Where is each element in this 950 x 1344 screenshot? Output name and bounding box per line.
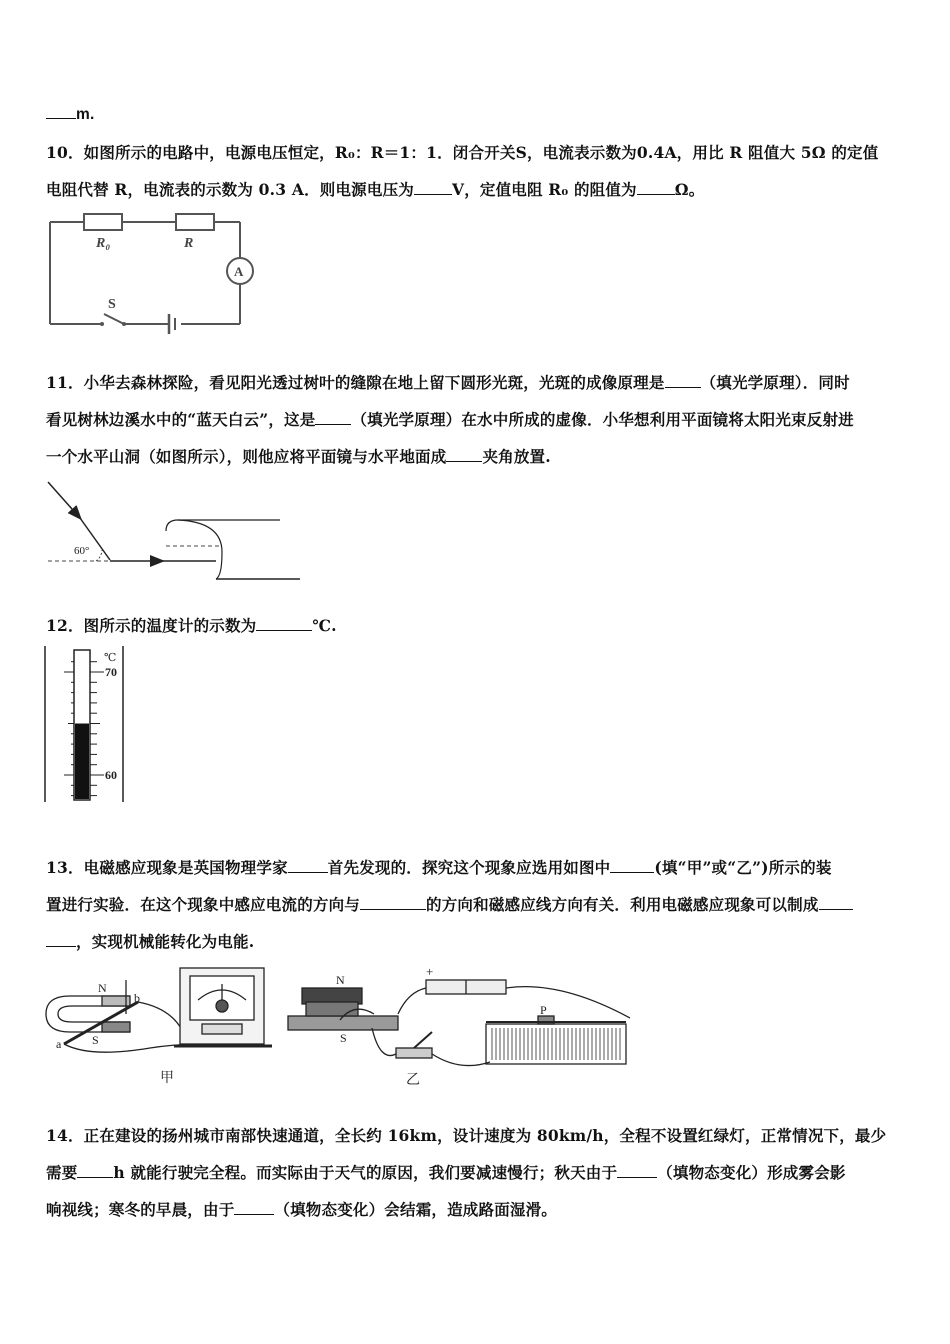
q11-mirror-diagram xyxy=(44,476,308,586)
answer-blank[interactable] xyxy=(46,104,76,119)
answer-blank[interactable] xyxy=(637,180,675,195)
answer-blank[interactable] xyxy=(234,1200,274,1215)
prev-question-tail: m. xyxy=(46,104,95,124)
answer-blank[interactable] xyxy=(819,895,853,910)
magnet-n-label-yi: N xyxy=(336,973,345,987)
q14-line-3: 响视线；寒冬的早晨，由于 （填物态变化）会结霜，造成路面湿滑。 xyxy=(46,1200,558,1219)
b-label: b xyxy=(134,991,140,1005)
magnet-n-label: N xyxy=(98,981,107,995)
q12-thermometer xyxy=(44,646,128,804)
q13-line-3: ，实现机械能转化为电能. xyxy=(46,930,254,952)
slider-p-label: P xyxy=(540,1003,547,1017)
battery-plus-label: + xyxy=(426,964,434,979)
q13-line-2: 置进行实验．在这个现象中感应电流的方向与 的方向和磁感应线方向有关．利用电磁感应现象可以制成 xyxy=(46,893,853,915)
q10-line-1: 10．如图所示的电路中，电源电压恒定，R₀：R＝1：1．闭合开关S，电流表示数为0.4A，用比 R 阻值大 5Ω 的定值 xyxy=(46,143,879,162)
magnet-s-label-yi: S xyxy=(340,1031,347,1045)
apparatus-jia xyxy=(46,968,272,1052)
r0-label: R₀ xyxy=(96,236,111,251)
answer-blank[interactable] xyxy=(315,410,351,425)
switch-label: S xyxy=(108,297,116,312)
apparatus-yi xyxy=(288,980,630,1066)
answer-blank[interactable] xyxy=(288,858,328,873)
label-jia: 甲 xyxy=(160,1071,174,1086)
q10-line-2: 电阻代替 R，电流表的示数为 0.3 A．则电源电压为 V，定值电阻 R₀ 的阻值为 Ω。 xyxy=(46,180,705,199)
tick-label-60: 60 xyxy=(105,768,117,782)
q11-line-2: 看见树林边溪水中的“蓝天白云”，这是 （填光学原理）在水中所成的虚像．小华想利用平面镜将太阳光束反射进 xyxy=(46,410,854,429)
r-label: R xyxy=(184,236,194,251)
label-yi: 乙 xyxy=(406,1073,420,1088)
answer-blank[interactable] xyxy=(665,373,701,388)
q12-line-1: 12．图所示的温度计的示数为 ℃. xyxy=(46,616,337,635)
q11-line-3: 一个水平山洞（如图所示），则他应将平面镜与水平地面成 夹角放置. xyxy=(46,447,551,466)
q13-apparatus-diagram xyxy=(40,962,640,1088)
answer-blank[interactable] xyxy=(77,1163,113,1178)
mercury-column xyxy=(75,724,89,800)
q14-line-2: 需要 h 就能行驶完全程。而实际由于天气的原因，我们要减速慢行；秋天由于 （填物态变化）形成雾会影 xyxy=(46,1163,846,1182)
q10-circuit-diagram xyxy=(44,208,274,340)
q11-line-1: 11．小华去森林探险，看见阳光透过树叶的缝隙在地上留下圆形光斑，光斑的成像原理是 （填光学原理）．同时 xyxy=(46,373,850,392)
q14-line-1: 14．正在建设的扬州城市南部快速通道，全长约 16km，设计速度为 80km/h，全程不设置红绿灯，正常情况下，最少 xyxy=(46,1126,887,1145)
answer-blank[interactable] xyxy=(256,616,312,631)
answer-blank[interactable] xyxy=(617,1163,657,1178)
q13-line-1: 13．电磁感应现象是英国物理学家 首先发现的．探究这个现象应选用如图中 (填“甲”或“乙”)所示的装 xyxy=(46,858,832,877)
a-label: a xyxy=(56,1037,62,1051)
tick-label-70: 70 xyxy=(105,665,117,679)
answer-blank[interactable] xyxy=(446,447,482,462)
answer-blank[interactable] xyxy=(46,932,76,947)
magnet-s-label: S xyxy=(92,1033,99,1047)
answer-blank[interactable] xyxy=(360,895,426,910)
angle-label: 60° xyxy=(74,545,90,557)
ammeter-label: A xyxy=(234,264,244,279)
answer-blank[interactable] xyxy=(414,180,452,195)
answer-blank[interactable] xyxy=(610,858,654,873)
unit-label: ℃ xyxy=(104,652,117,664)
